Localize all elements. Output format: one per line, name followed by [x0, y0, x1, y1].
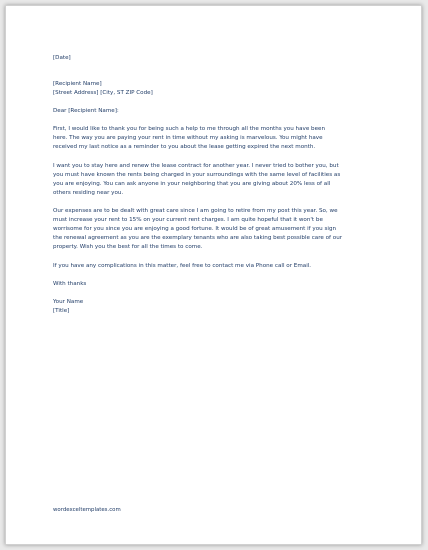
paragraph-line: others residing near you.	[53, 189, 124, 196]
recipient-address-block	[53, 80, 373, 98]
footer-site: wordexceltemplates.com	[53, 507, 121, 513]
paragraph-line: worrisome for you since you are enjoying a good fortune. It would be of great amusement if you sign	[53, 226, 337, 232]
recipient-name: [Recipient Name]	[53, 81, 102, 87]
paragraph-line: here. The way you are paying your rent in time without my asking is marvelous. You might have	[53, 135, 323, 141]
recipient-address: [Street Address] [City, ST ZIP Code]	[53, 90, 153, 96]
paragraph-line: If you have any complications in this matter, feel free to contact me via Phone call or Email.	[53, 262, 312, 269]
salutation: Dear [Recipient Name]:	[53, 108, 119, 114]
paragraph-line: must increase your rent to 15% on your current rent charges. I am quite hopeful that it won't be	[53, 217, 323, 223]
letter-page	[5, 5, 422, 545]
spacer	[53, 63, 373, 80]
paragraph-line: property. Wish you the best for all the times to come.	[53, 244, 203, 250]
signature-block	[53, 298, 373, 316]
sender-name: Your Name	[53, 299, 84, 305]
paragraph-line: the renewal agreement as you are the exemplary tenants who are also taking best possible care of our	[53, 235, 343, 241]
paragraph-line: First, I would like to thank you for being such a help to me through all the months you have been	[53, 126, 326, 132]
sender-title: [Title]	[53, 308, 70, 314]
paragraph-1	[53, 125, 373, 152]
paragraph-line: you must have known the rents being charged in your surroundings with the same level of facilities as	[53, 171, 341, 178]
paragraph-3	[53, 207, 373, 252]
paragraph-line: I want you to stay here and renew the lease contract for another year. I never tried to bother you, but	[53, 162, 339, 169]
paragraph-line: you are enjoying. You can ask anyone in your neighboring that you are giving about 20% less of all	[53, 180, 331, 187]
letter-body	[53, 54, 373, 316]
paragraph-4	[53, 262, 373, 271]
paragraph-line: Our expenses are to be dealt with great care since I am going to retire from my post this year. So, we	[53, 208, 338, 214]
closing: With thanks	[53, 281, 87, 287]
paragraph-2	[53, 162, 373, 198]
paragraph-line: received my last notice as a reminder to you about the lease getting expired the next month.	[53, 144, 316, 150]
date-line: [Date]	[53, 55, 71, 61]
